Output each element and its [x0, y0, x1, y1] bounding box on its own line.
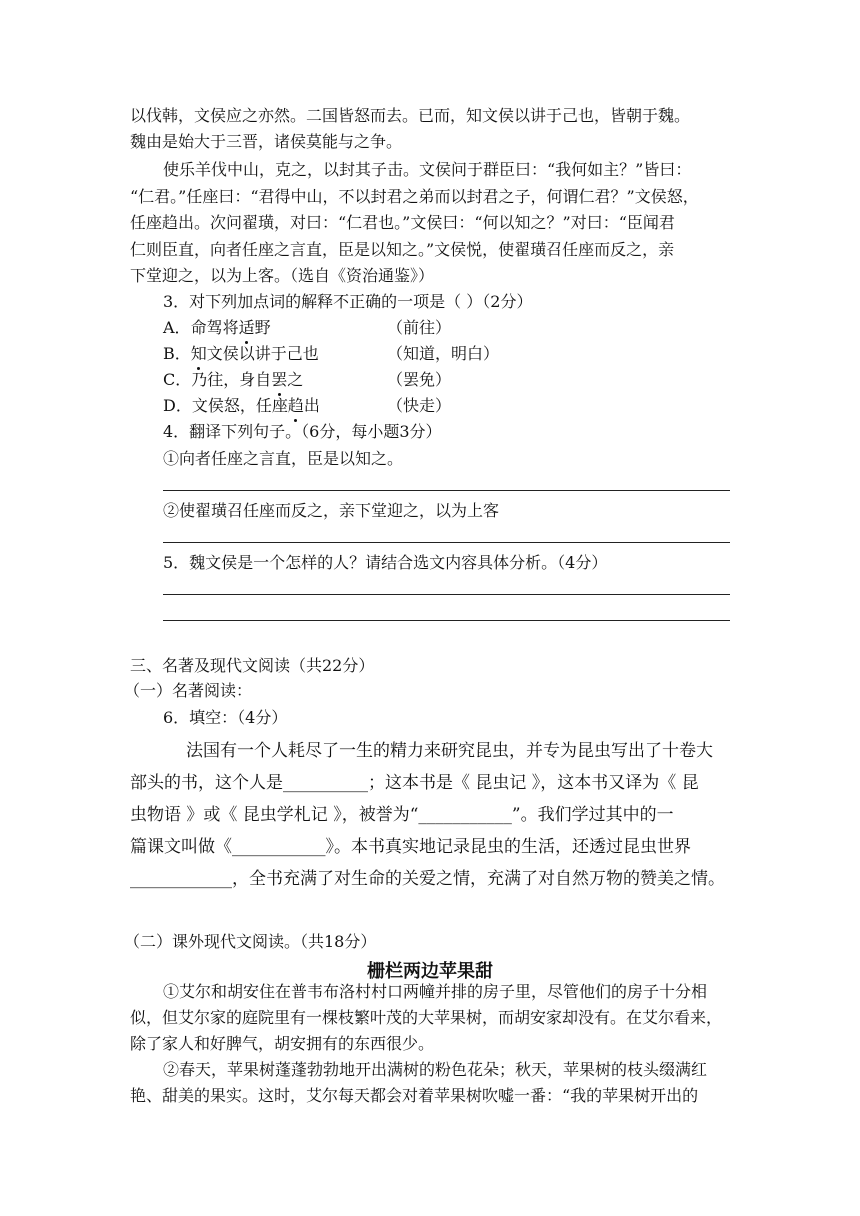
fill-in-line: ____________，全书充满了对生命的关爱之情，充满了对自然万物的赞美之情。 [130, 869, 725, 889]
answer-line[interactable] [163, 594, 730, 595]
dotted-word: 罢 [271, 370, 288, 389]
subsection-heading: （二）课外现代文阅读。（共18分） [124, 932, 377, 951]
answer-line[interactable] [163, 490, 730, 491]
question-4-sentence-2: ②使翟璜召任座而反之，亲下堂迎之，以为上客 [163, 501, 500, 520]
option-a-meaning: （前往） [387, 318, 452, 337]
question-4-sentence-1: ①向者任座之言直，臣是以知之。 [163, 449, 404, 468]
option-text: 之 [287, 370, 304, 389]
passage-line: 以伐韩，文侯应之亦然。二国皆怒而去。已而，知文侯以讲于己也，皆朝于魏。 [130, 106, 691, 125]
option-b [163, 344, 319, 364]
article-line: 除了家人和好脾气，胡安拥有的东西很少。 [130, 1034, 435, 1053]
answer-line[interactable] [163, 542, 730, 543]
option-text: 文侯怒，任座 [191, 396, 288, 415]
passage-line: 任座趋出。次问翟璜，对曰：“仁君也。”文侯曰：“何以知之？”对曰：“臣闻君 [130, 213, 675, 232]
option-a [163, 318, 271, 338]
question-3-stem: 3．对下列加点词的解释不正确的一项是（ ）（2分） [163, 292, 533, 311]
option-text: 野 [254, 318, 271, 337]
answer-line[interactable] [163, 620, 730, 621]
option-d-meaning: （快走） [387, 396, 452, 415]
option-text: 命驾将 [190, 318, 239, 337]
question-4-stem: 4．翻译下列句子。（6分，每小题3分） [163, 422, 442, 441]
question-5-stem: 5．魏文侯是一个怎样的人？请结合选文内容具体分析。（4分） [163, 553, 608, 572]
passage-line: 使乐羊伐中山，克之，以封其子击。文侯问于群臣曰：“我何如主？”皆曰： [163, 160, 692, 179]
article-line: ①艾尔和胡安住在普韦布洛村村口两幢并排的房子里，尽管他们的房子十分相 [163, 982, 708, 1001]
option-text: 乃往，身自 [191, 370, 272, 389]
option-c-meaning: （罢免） [387, 370, 452, 389]
dotted-word: 知 [190, 344, 207, 363]
passage-line: 魏由是始大于三晋，诸侯莫能与之争。 [130, 132, 403, 151]
article-line: 艳、甜美的果实。这时，艾尔每天都会对着苹果树吹嘘一番：“我的苹果树开出的 [130, 1086, 699, 1105]
fill-in-line: 篇课文叫做《___________》。本书真实地记录昆虫的生活，还透过昆虫世界 [130, 837, 691, 857]
fill-in-line: 法国有一个人耗尽了一生的精力来研究昆虫，并专为昆虫写出了十卷大 [186, 741, 713, 761]
passage-line: “仁君。”任座曰：“君得中山，不以封君之弟而以封君之子，何谓仁君？”文侯怒， [130, 187, 699, 206]
dotted-word: 趋 [287, 396, 304, 415]
subsection-heading: （一）名著阅读： [124, 681, 253, 700]
option-c [163, 370, 303, 390]
fill-in-line: 部头的书，这个人是__________；这本书是《 昆虫记 》，这本书又译为《 昆 [130, 773, 699, 793]
option-label: C． [163, 370, 192, 389]
option-label: D． [163, 396, 192, 415]
option-b-meaning: （知道，明白） [387, 344, 500, 363]
article-line: 似，但艾尔家的庭院里有一棵枝繁叶茂的大苹果树，而胡安家却没有。在艾尔看来， [130, 1008, 723, 1027]
passage-line: 仁则臣直，向者任座之言直，臣是以知之。”文侯悦，使翟璜召任座而反之，亲 [130, 240, 675, 259]
option-label: B． [163, 344, 191, 363]
article-title: 栅栏两边苹果甜 [367, 961, 493, 982]
question-6-stem: 6．填空：（4分） [163, 708, 288, 727]
passage-line: 下堂迎之，以为上客。（选自《资治通鉴》） [130, 266, 435, 285]
option-label: A． [163, 318, 191, 337]
section-heading: 三、名著及现代文阅读（共22分） [130, 656, 375, 675]
dotted-word: 适 [238, 318, 255, 337]
option-d [163, 396, 320, 416]
article-line: ②春天，苹果树蓬蓬勃勃地开出满树的粉色花朵；秋天，苹果树的枝头缀满红 [163, 1060, 708, 1079]
option-text: 出 [303, 396, 320, 415]
option-text: 文侯以讲于己也 [206, 344, 319, 363]
fill-in-line: 虫物语 》或《 昆虫学札记 》，被誉为“___________”。我们学过其中的一 [130, 805, 674, 825]
